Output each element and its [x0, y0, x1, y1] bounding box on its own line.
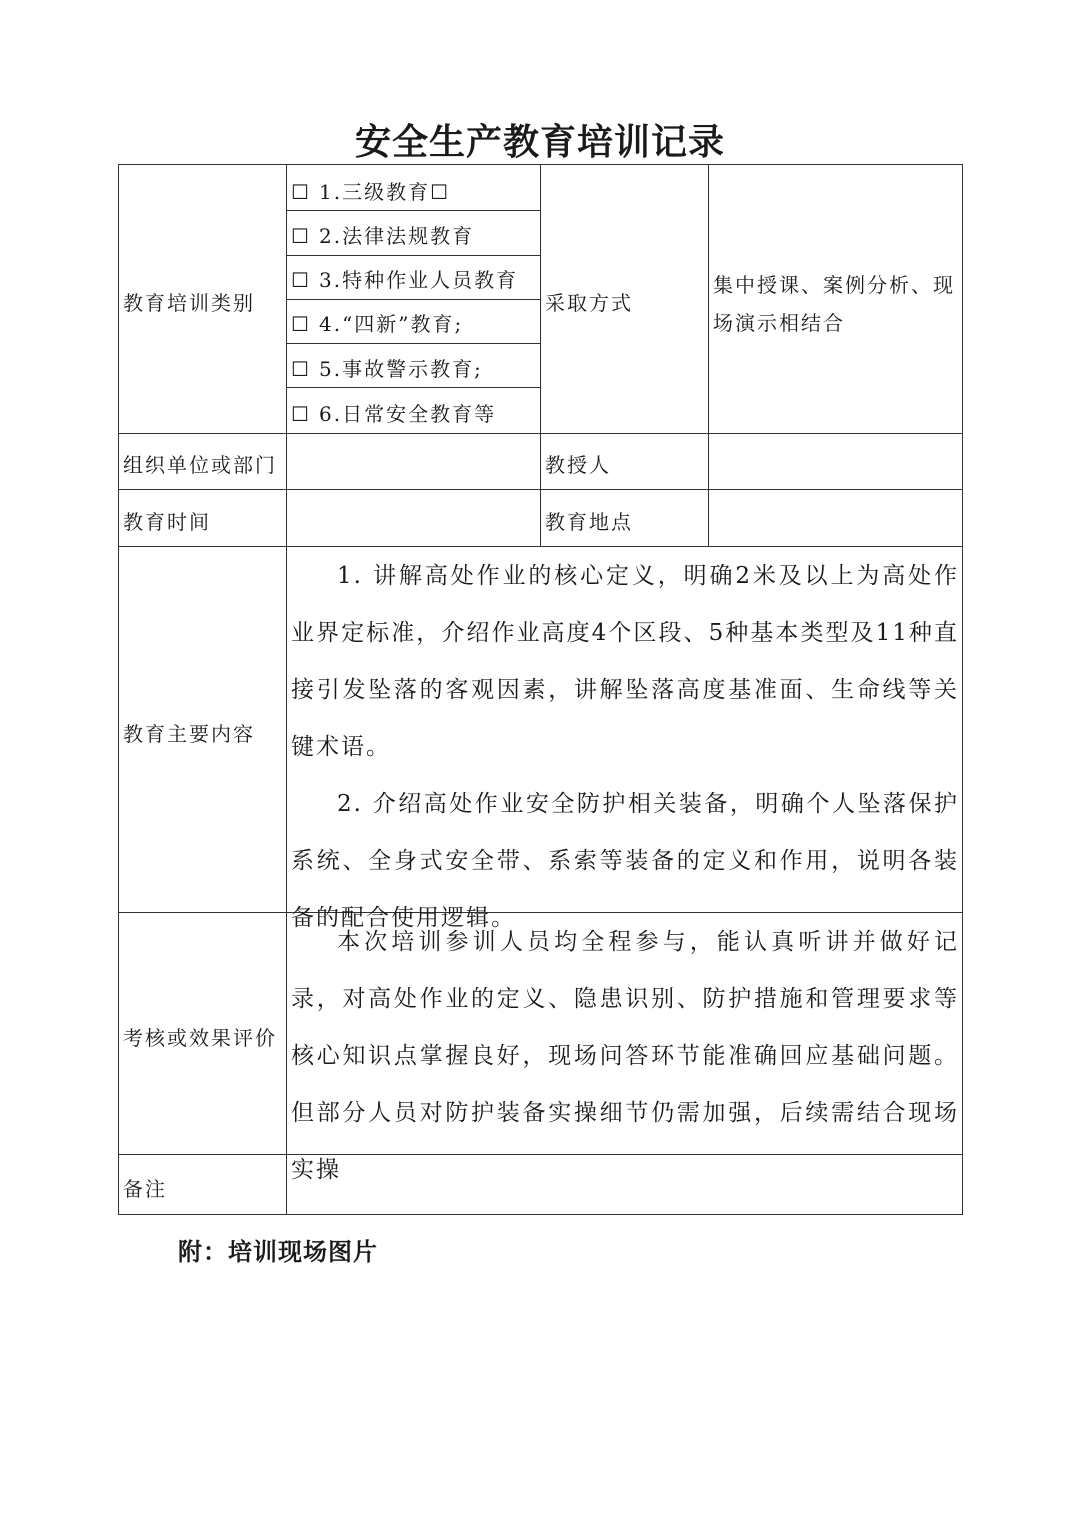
- method-value: 集中授课、案例分析、现场演示相结合: [713, 273, 955, 335]
- col-divider: [708, 164, 709, 546]
- option-item[interactable]: [291, 310, 463, 338]
- option-divider: [286, 343, 540, 344]
- option-label: 2.法律法规教育: [319, 224, 475, 248]
- category-label: 教育培训类别: [123, 291, 255, 315]
- option-item[interactable]: [291, 355, 483, 383]
- checkbox-icon[interactable]: ☐: [291, 357, 311, 381]
- option-divider: [286, 299, 540, 300]
- checkbox-icon[interactable]: ☐: [291, 312, 311, 336]
- page-title: 安全生产教育培训记录: [354, 122, 725, 163]
- option-label: 4.“四新”教育;: [319, 312, 464, 336]
- option-item[interactable]: [291, 400, 496, 428]
- content-body: [291, 548, 959, 931]
- eval-label: 考核或效果评价: [123, 1026, 277, 1050]
- content-paragraph: 1. 讲解高处作业的核心定义，明确2米及以上为高处作业界定标准，介绍作业高度4个区段、5种基本类型及11种直接引发坠落的客观因素，讲解坠落高度基准面、生命线等关键术语。: [291, 563, 959, 760]
- place-label: 教育地点: [545, 510, 633, 534]
- content-paragraph: 2. 介绍高处作业安全防护相关装备，明确个人坠落保护系统、全身式安全带、系索等装备的定义和作用，说明各装备的配合使用逻辑。: [291, 791, 959, 931]
- method-label: 采取方式: [545, 291, 633, 315]
- option-item[interactable]: [291, 178, 450, 206]
- col-divider: [540, 164, 541, 546]
- checkbox-icon[interactable]: ☐: [291, 402, 311, 426]
- time-label: 教育时间: [123, 510, 211, 534]
- org-label: 组织单位或部门: [123, 453, 277, 477]
- checkbox-icon[interactable]: ☐: [291, 224, 311, 248]
- col-divider: [286, 164, 287, 1215]
- option-label: 5.事故警示教育;: [319, 357, 483, 381]
- option-divider: [286, 255, 540, 256]
- row-divider: [118, 546, 963, 547]
- option-divider: [286, 210, 540, 211]
- option-item[interactable]: [291, 266, 518, 294]
- option-label: 6.日常安全教育等: [319, 402, 497, 426]
- eval-body: [291, 914, 959, 1183]
- option-label: 1.三级教育☐: [319, 180, 451, 204]
- teacher-label: 教授人: [545, 453, 611, 477]
- option-divider: [286, 387, 540, 388]
- content-label: 教育主要内容: [123, 722, 255, 746]
- checkbox-icon[interactable]: ☐: [291, 268, 311, 292]
- option-label: 3.特种作业人员教育: [319, 268, 519, 292]
- attachment-heading: 附：培训现场图片: [178, 1238, 378, 1266]
- eval-paragraph: 本次培训参训人员均全程参与，能认真听讲并做好记录，对高处作业的定义、隐患识别、防护措施和管理要求等核心知识点掌握良好，现场问答环节能准确回应基础问题。但部分人员对防护装备实操细节仍需加强，后续需结合现场实操: [291, 929, 959, 1183]
- remark-label: 备注: [123, 1177, 167, 1201]
- option-item[interactable]: [291, 222, 474, 250]
- checkbox-icon[interactable]: ☐: [291, 180, 311, 204]
